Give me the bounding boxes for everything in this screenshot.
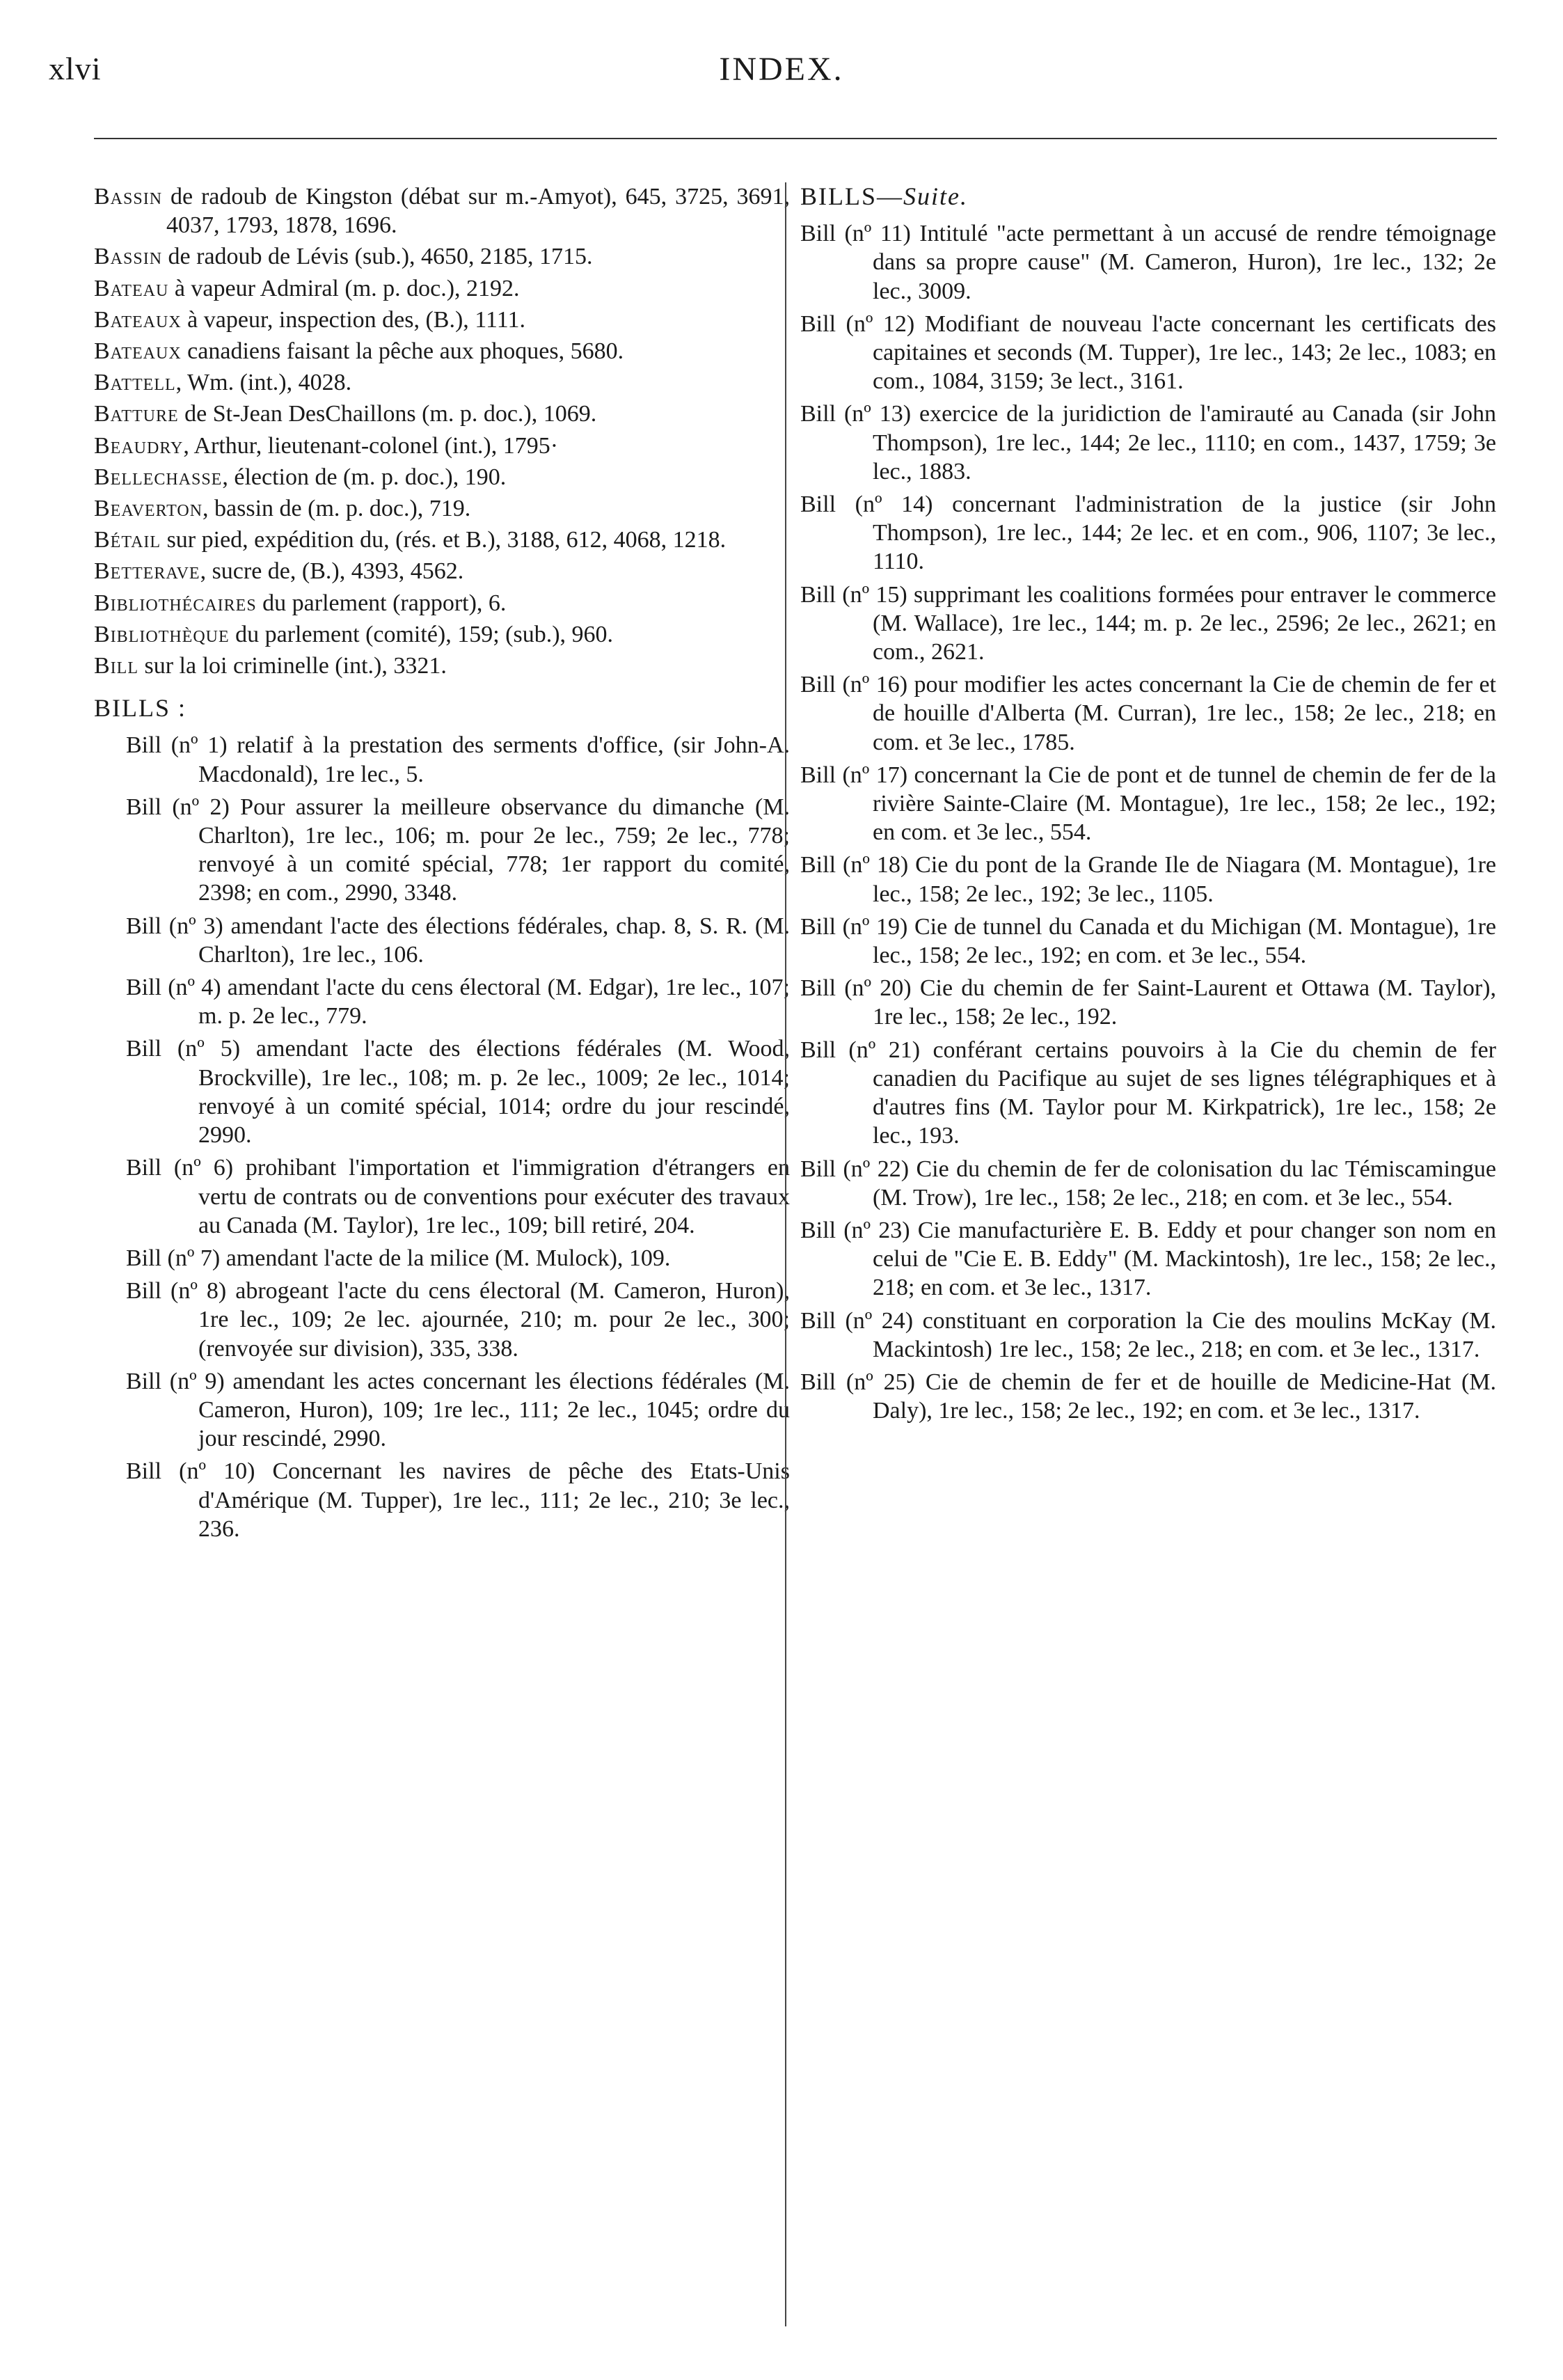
bill-entry: Bill (nº 10) Concernant les navires de pêche des Etats-Unis d'Amérique (M. Tupper), 1re lec., 111; 2e lec., 210; 3e lec., 236. xyxy=(126,1458,790,1542)
entry-headword: Beaverton xyxy=(94,496,203,522)
bill-entry: Bill (nº 19) Cie de tunnel du Canada et du Michigan (M. Montague), 1re lec., 158; 2e lec., 192; en com. et 3e lec., 554. xyxy=(800,913,1496,969)
bill-entry: Bill (nº 11) Intitulé "acte permettant à un accusé de rendre témoignage dans sa propre cause" (M. Cameron, Huron), 1re lec., 132; 2e lec., 3009. xyxy=(800,221,1496,304)
bill-entry: Bill (nº 17) concernant la Cie de pont et de tunnel de chemin de fer de la rivière Sainte-Claire (M. Montague), 1re lec., 158; 2e lec., 192; en com. et 3e lec., 554. xyxy=(800,762,1496,846)
left-column xyxy=(94,182,790,1547)
index-entry xyxy=(94,526,790,554)
bills-suite-main: BILLS— xyxy=(800,182,904,210)
entry-headword: Betterave xyxy=(94,558,200,585)
bill-entry: Bill (nº 5) amendant l'acte des élections fédérales (M. Wood, Brockville), 1re lec., 108; m. p. 2e lec., 1009; 2e lec., 1014; renvoyé à un comité spécial, 1014; ordre du jour rescindé, 2990. xyxy=(126,1036,790,1149)
entry-text: de St-Jean DesChaillons (m. p. doc.), 1069. xyxy=(178,401,597,427)
entry-headword: Battell xyxy=(94,370,176,396)
bill-entry: Bill (nº 16) pour modifier les actes concernant la Cie de chemin de fer et de houille d'Alberta (M. Curran), 1re lec., 158; 2e lec., 218; en com. et 3e lec., 1785. xyxy=(800,672,1496,755)
bill-entry: Bill (nº 4) amendant l'acte du cens électoral (M. Edgar), 1re lec., 107; m. p. 2e lec., 779. xyxy=(126,975,790,1030)
right-column xyxy=(800,182,1496,1429)
page-title: INDEX. xyxy=(719,51,844,88)
page-number: xlvi xyxy=(49,51,102,86)
index-entry xyxy=(94,620,790,649)
entry-headword: Bassin xyxy=(94,184,163,210)
entry-headword: Bateau xyxy=(94,275,169,301)
bill-entry: Bill (nº 24) constituant en corporation la Cie des moulins McKay (M. Mackintosh) 1re lec., 158; 2e lec., 218; en com. et 3e lec., 1317. xyxy=(800,1307,1496,1362)
index-entry xyxy=(94,652,790,680)
index-entry xyxy=(94,337,790,365)
bill-entry: Bill (nº 8) abrogeant l'acte du cens électoral (M. Cameron, Huron), 1re lec., 109; 2e lec. ajournée, 210; m. pour 2e lec., 300; (renvoyée sur division), 335, 338. xyxy=(126,1278,790,1362)
entry-text: sur pied, expédition du, (rés. et B.), 3188, 612, 4068, 1218. xyxy=(161,527,727,553)
index-entry xyxy=(94,432,790,460)
bill-entry: Bill (nº 6) prohibant l'importation et l'immigration d'étrangers en vertu de contrats ou de conventions pour exécuter des travaux au Canada (M. Taylor), 1re lec., 109; bill retiré, 204. xyxy=(126,1155,790,1238)
entry-headword: Batture xyxy=(94,401,179,427)
index-entry xyxy=(94,400,790,428)
bill-entry: Bill (nº 21) conférant certains pouvoirs à la Cie du chemin de fer canadien du Pacifique au sujet de ses lignes télégraphiques et à d'autres fins (M. Taylor pour M. Kirkpatrick), 1re lec., 158; 2e lec., 193. xyxy=(800,1037,1496,1149)
entry-headword: Bateaux xyxy=(94,306,182,333)
entry-headword: Bellechasse xyxy=(94,464,223,490)
entry-text: de radoub de Lévis (sub.), 4650, 2185, 1715. xyxy=(162,244,593,270)
bill-entry: Bill (nº 25) Cie de chemin de fer et de houille de Medicine-Hat (M. Daly), 1re lec., 158; 2e lec., 192; en com. et 3e lec., 1317. xyxy=(800,1369,1496,1424)
entry-text: , Arthur, lieutenant-colonel (int.), 1795· xyxy=(183,432,559,459)
entry-text: à vapeur, inspection des, (B.), 1111. xyxy=(181,306,526,333)
bills-suite-heading xyxy=(800,182,1496,211)
entry-text: de radoub de Kingston (débat sur m.-Amyot), 645, 3725, 3691, 4037, 1793, 1878, 1696. xyxy=(162,184,790,239)
bill-entry: Bill (nº 14) concernant l'administration de la justice (sir John Thompson), 1re lec., 144; 2e lec. et en com., 906, 1107; 3e lec., 1110. xyxy=(800,491,1496,575)
index-entry xyxy=(94,368,790,397)
index-entry xyxy=(94,306,790,334)
header-rule xyxy=(94,138,1497,139)
entry-text: sur la loi criminelle (int.), 3321. xyxy=(138,653,447,679)
entry-headword: Bibliothèque xyxy=(94,621,230,647)
bill-entry: Bill (nº 22) Cie du chemin de fer de colonisation du lac Témiscamingue (M. Trow), 1re lec., 158; 2e lec., 218; en com. et 3e lec., 554. xyxy=(800,1156,1496,1211)
entry-text: du parlement (comité), 159; (sub.), 960. xyxy=(229,621,614,647)
entry-headword: Bibliothécaires xyxy=(94,590,257,616)
column-divider xyxy=(785,182,786,2326)
index-entry xyxy=(94,182,790,239)
entry-headword: Bateaux xyxy=(94,338,182,365)
bill-entry: Bill (nº 3) amendant l'acte des élections fédérales, chap. 8, S. R. (M. Charlton), 1re lec., 106. xyxy=(126,913,790,968)
index-entry xyxy=(94,274,790,303)
entry-headword: Bassin xyxy=(94,244,163,270)
entry-text: , Wm. (int.), 4028. xyxy=(175,370,352,396)
index-entry xyxy=(94,242,790,271)
bill-entry: Bill (nº 7) amendant l'acte de la milice (M. Mulock), 109. xyxy=(126,1245,671,1271)
bills-heading: BILLS : xyxy=(94,694,187,723)
bill-entry: Bill (nº 1) relatif à la prestation des serments d'office, (sir John-A. Macdonald), 1re lec., 5. xyxy=(126,732,790,787)
bills-list-right xyxy=(800,219,1496,1425)
bill-entry: Bill (nº 13) exercice de la juridiction de l'amirauté au Canada (sir John Thompson), 1re lec., 144; 2e lec., 1110; en com., 1437, 1759; 3e lec., 1883. xyxy=(800,401,1496,484)
bill-entry: Bill (nº 2) Pour assurer la meilleure observance du dimanche (M. Charlton), 1re lec., 106; m. pour 2e lec., 759; 2e lec., 778; renvoyé à un comité spécial, 778; 1er rapport du comité, 2398; en com., 2990, 3348. xyxy=(126,794,790,906)
index-entry xyxy=(94,589,790,617)
entry-text: à vapeur Admiral (m. p. doc.), 2192. xyxy=(168,275,520,301)
bill-entry: Bill (nº 15) supprimant les coalitions formées pour entraver le commerce (M. Wallace), 1re lec., 144; m. p. 2e lec., 2596; 2e lec., 2621; en com., 2621. xyxy=(800,581,1496,665)
entry-text: , bassin de (m. p. doc.), 719. xyxy=(203,496,471,522)
bill-entry: Bill (nº 23) Cie manufacturière E. B. Eddy et pour changer son nom en celui de "Cie E. B. Eddy" (M. Mackintosh), 1re lec., 158; 2e lec., 218; en com. et 3e lec., 1317. xyxy=(800,1217,1496,1301)
bill-entry: Bill (nº 18) Cie du pont de la Grande Ile de Niagara (M. Montague), 1re lec., 158; 2e lec., 192; 3e lec., 1105. xyxy=(800,852,1496,907)
entry-headword: Beaudry xyxy=(94,432,184,459)
entry-text: , sucre de, (B.), 4393, 4562. xyxy=(200,558,464,585)
bills-list-left xyxy=(94,731,790,1543)
index-entry xyxy=(94,557,790,585)
index-entry xyxy=(94,494,790,523)
bill-entry: Bill (nº 12) Modifiant de nouveau l'acte concernant les certificats des capitaines et seconds (M. Tupper), 1re lec., 143; 2e lec., 1083; en com., 1084, 3159; 3e lect., 3161. xyxy=(800,310,1496,395)
index-entries-left xyxy=(94,182,790,680)
index-entry xyxy=(94,463,790,491)
entry-text: , élection de (m. p. doc.), 190. xyxy=(222,464,507,490)
entry-text: canadiens faisant la pêche aux phoques, 5680. xyxy=(181,338,624,365)
entry-headword: Bill xyxy=(94,653,138,679)
bill-entry: Bill (nº 20) Cie du chemin de fer Saint-Laurent et Ottawa (M. Taylor), 1re lec., 158; 2e lec., 192. xyxy=(800,975,1496,1030)
bills-suite-label: Suite. xyxy=(903,182,968,210)
entry-text: du parlement (rapport), 6. xyxy=(256,590,507,616)
entry-headword: Bétail xyxy=(94,527,161,553)
bill-entry: Bill (nº 9) amendant les actes concernant les élections fédérales (M. Cameron, Huron), 109; 1re lec., 111; 2e lec., 1045; ordre du jour rescindé, 2990. xyxy=(126,1368,790,1452)
